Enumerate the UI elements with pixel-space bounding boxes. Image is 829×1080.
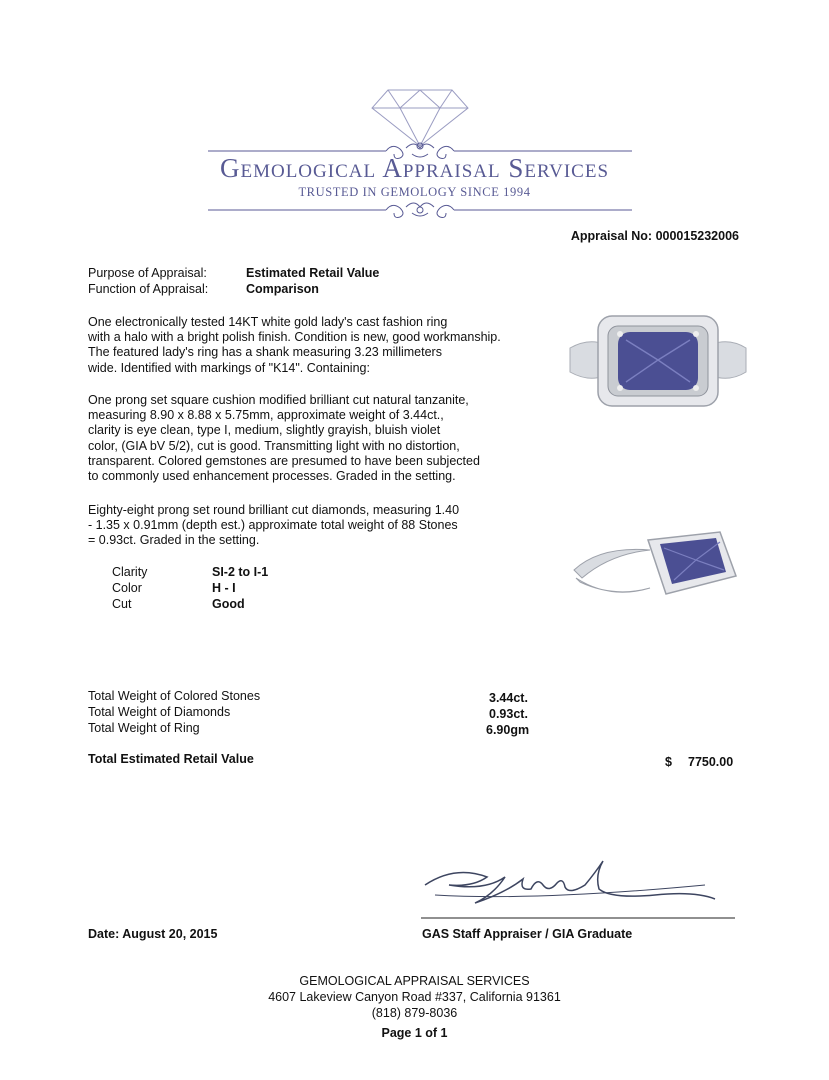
purpose-value: Estimated Retail Value (246, 266, 380, 280)
footer-phone: (818) 879-8036 (371, 1006, 458, 1020)
diamond-icon (372, 90, 468, 146)
total-colored-stones-label: Total Weight of Colored Stones (88, 689, 261, 703)
function-value: Comparison (246, 282, 319, 296)
center-stone-line: transparent. Colored gemstones are presumed to have been subjected (88, 453, 480, 468)
ornament-bottom (208, 203, 632, 218)
clarity-value: SI-2 to I-1 (212, 565, 269, 579)
total-diamonds-value: 0.93ct. (489, 707, 528, 721)
page-number: Page 1 of 1 (381, 1026, 448, 1040)
center-stone-line: One prong set square cushion modified brilliant cut natural tanzanite, (88, 393, 469, 407)
diamonds-line: - 1.35 x 0.91mm (depth est.) approximate total weight of 88 Stones (88, 518, 458, 533)
diamonds-paragraph (88, 503, 548, 549)
signature-title: GAS Staff Appraiser / GIA Graduate (422, 927, 633, 941)
center-stone-line: to commonly used enhancement processes. Graded in the setting. (88, 469, 456, 484)
total-diamonds-label: Total Weight of Diamonds (88, 705, 231, 719)
ring-photo-top (568, 310, 748, 410)
footer-address: 4607 Lakeview Canyon Road #337, California 91361 (268, 990, 561, 1004)
intro-line: One electronically tested 14KT white gold lady's cast fashion ring (88, 315, 448, 329)
total-colored-stones-value: 3.44ct. (489, 691, 528, 705)
diamonds-line: Eighty-eight prong set round brilliant cut diamonds, measuring 1.40 (88, 503, 460, 517)
currency-symbol: $ (665, 755, 672, 769)
company-name: Gemological Appraisal Services (219, 153, 610, 183)
center-stone-line: clarity is eye clean, type I, medium, slightly grayish, bluish violet (88, 423, 441, 438)
center-stone-line: measuring 8.90 x 8.88 x 5.75mm, approximate weight of 3.44ct., (88, 408, 444, 423)
clarity-label: Clarity (112, 565, 148, 579)
center-stone-paragraph (88, 393, 548, 484)
function-label: Function of Appraisal: (88, 282, 209, 296)
intro-line: The featured lady's ring has a shank measuring 3.23 millimeters (88, 345, 442, 360)
total-ring-label: Total Weight of Ring (88, 721, 200, 735)
ring-photo-side (570, 528, 750, 608)
cut-label: Cut (112, 597, 132, 611)
appraisal-number: Appraisal No: 000015232006 (570, 229, 739, 243)
total-ring-value: 6.90gm (486, 723, 530, 737)
color-value: H - I (212, 581, 236, 595)
intro-line: with a halo with a bright polish finish. Condition is new, good workmanship. (88, 330, 501, 345)
center-stone-line: color, (GIA bV 5/2), cut is good. Transmitting light with no distortion, (88, 438, 460, 453)
total-retail-value-label: Total Estimated Retail Value (88, 752, 254, 766)
intro-line: wide. Identified with markings of "K14". Containing: (88, 360, 370, 375)
purpose-label: Purpose of Appraisal: (88, 266, 207, 280)
appraiser-signature (415, 855, 740, 921)
company-tagline: TRUSTED IN GEMOLOGY SINCE 1994 (298, 185, 531, 199)
footer-company: GEMOLOGICAL APPRAISAL SERVICES (299, 974, 530, 988)
diamonds-line: = 0.93ct. Graded in the setting. (88, 533, 260, 548)
color-label: Color (112, 581, 142, 595)
cut-value: Good (212, 597, 245, 611)
total-retail-value-amount: 7750.00 (688, 755, 734, 769)
intro-paragraph (88, 315, 548, 376)
appraisal-date: Date: August 20, 2015 (88, 927, 218, 941)
